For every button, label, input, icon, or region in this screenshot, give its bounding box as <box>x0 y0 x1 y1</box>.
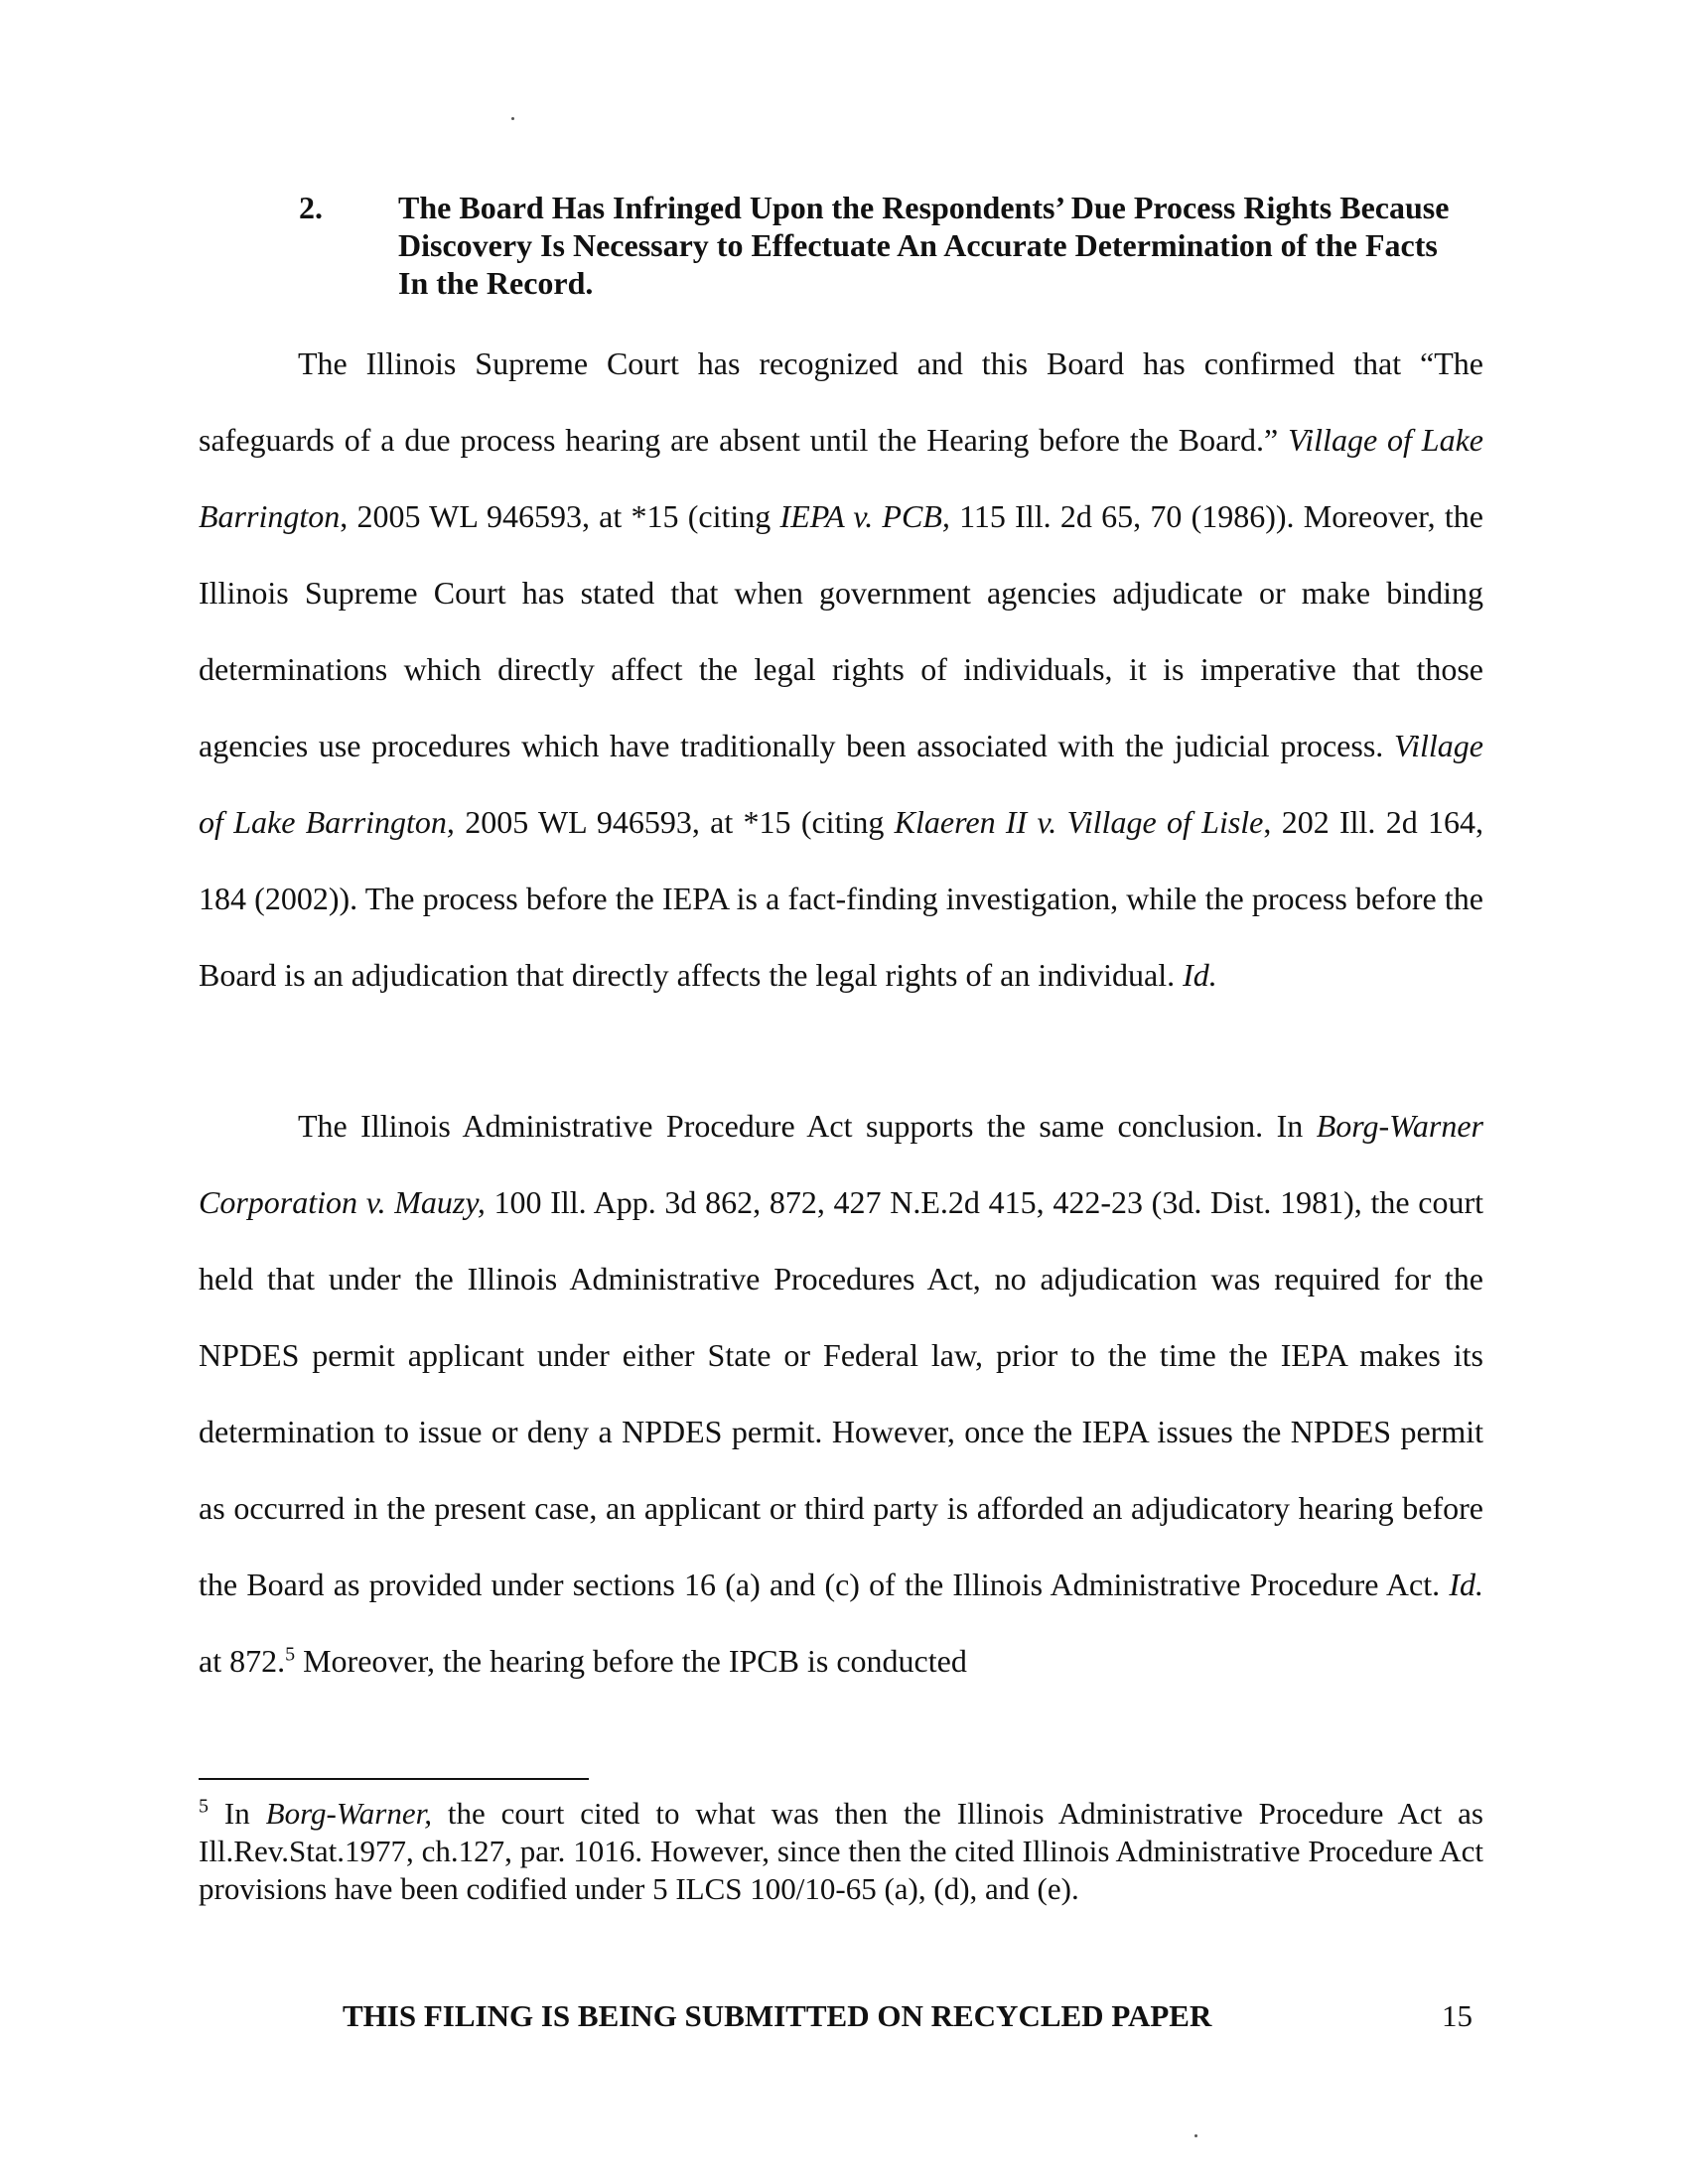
text-run: 115 Ill. 2d 65, 70 (1986)). Moreover, the Illinois Supreme Court has stated that when government agencies adjudicate or make binding determinations which directly affect the legal rights of individuals, it is imperative that those agencies use procedures which have traditionally been associated with the judicial process. <box>199 498 1484 763</box>
text-run: , 2005 WL 946593, at *15 (citing <box>340 498 780 534</box>
case-citation: Borg-Warner Corporation v. Mauzy, <box>199 1108 1483 1220</box>
footnote-divider <box>199 1778 589 1780</box>
text-run: The Illinois Supreme Court has recognized and this Board has confirmed that “The safeguards of a due process hearing are absent until the Hearing before the Board.” <box>199 345 1483 458</box>
body-paragraph-2 <box>199 1088 1483 1700</box>
scan-speck <box>1194 2134 1197 2137</box>
text-run: the court cited to what was then the Illinois Administrative Procedure Act as Ill.Rev.Stat.1977, ch.127, par. 1016. However, since then the cited Illinois Administrative Procedure Act provisions have been codified under 5 ILCS 100/10-65 (a), (d), and (e). <box>199 1796 1483 1906</box>
footnote-5 <box>199 1795 1483 1908</box>
section-title: The Board Has Infringed Upon the Respondents’ Due Process Rights Because Discovery Is Necessary to Effectuate An Accurate Determination of the Facts In the Record. <box>398 190 1450 301</box>
text-run: 2005 WL 946593, at *15 (citing <box>454 804 895 840</box>
text-run: In <box>209 1796 266 1831</box>
case-citation: Klaeren II v. Village of Lisle <box>894 804 1264 840</box>
footnote-marker: 5 <box>199 1795 209 1818</box>
case-citation: Village of Lake Barrington, <box>199 728 1483 840</box>
section-number: 2. <box>299 190 323 225</box>
text-run: Moreover, the hearing before the IPCB is conducted <box>295 1643 967 1679</box>
text-run: at 872. <box>199 1643 286 1679</box>
body-paragraph-1 <box>199 326 1483 1014</box>
recycled-paper-notice: THIS FILING IS BEING SUBMITTED ON RECYCLED PAPER <box>343 1998 1212 2033</box>
case-citation: IEPA v. PCB, <box>779 498 950 534</box>
text-run: The Illinois Administrative Procedure Act supports the same conclusion. In <box>298 1108 1317 1144</box>
page-number: 15 <box>1442 1998 1473 2033</box>
case-citation: Id. <box>1449 1567 1483 1602</box>
footnote-reference: 5 <box>285 1643 296 1666</box>
text-run: 100 Ill. App. 3d 862, 872, 427 N.E.2d 415, 422-23 (3d. Dist. 1981), the court held that under the Illinois Administrative Procedures Act, no adjudication was required for the NPDES permit applicant under either State or Federal law, prior to the time the IEPA makes its determination to issue or deny a NPDES permit. However, once the IEPA issues the NPDES permit as occurred in the present case, an applicant or third party is afforded an adjudicatory hearing before the Board as provided under sections 16 (a) and (c) of the Illinois Administrative Procedure Act. <box>199 1184 1484 1602</box>
case-citation: Borg-Warner, <box>265 1796 432 1831</box>
text-run: , 202 Ill. 2d 164, 184 (2002)). The process before the IEPA is a fact-finding investigation, while the process before the Board is an adjudication that directly affects the legal rights of an individual. <box>199 804 1484 993</box>
case-citation: Village of Lake Barrington <box>199 422 1484 534</box>
case-citation: Id. <box>1183 957 1217 993</box>
scan-speck <box>511 117 514 120</box>
